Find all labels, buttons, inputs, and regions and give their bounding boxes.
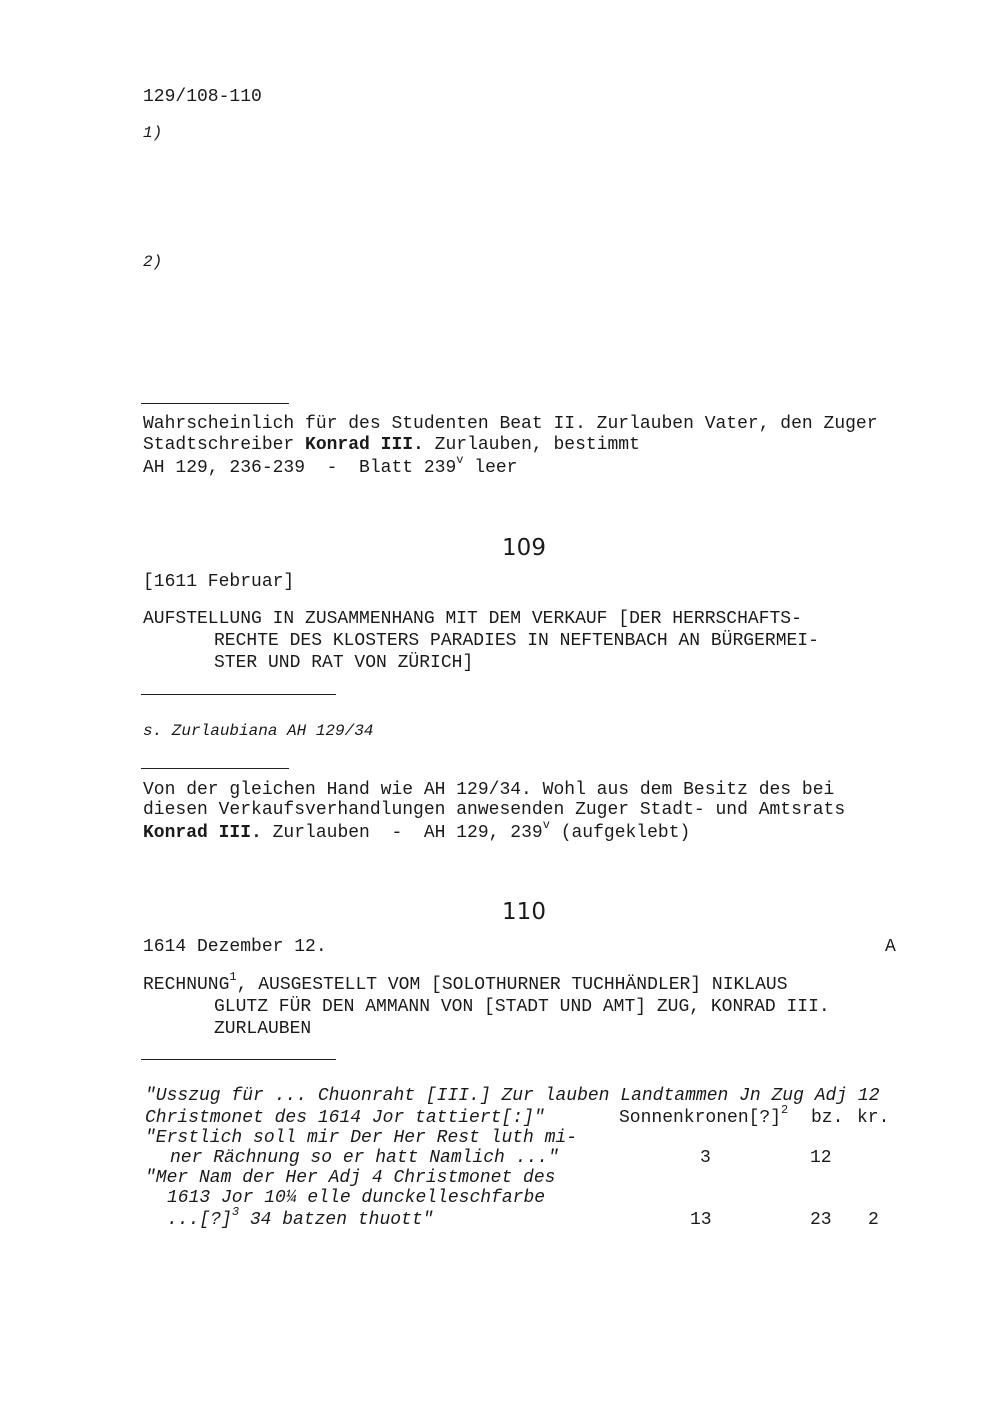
note-text: Zurlauben - AH 129, 239 <box>261 823 543 843</box>
title-text: RECHNUNG <box>143 975 230 995</box>
provenance-note-line <box>143 818 691 844</box>
row-text: ...[?] <box>167 1210 232 1230</box>
cross-reference: s. Zurlaubiana AH 129/34 <box>143 722 374 740</box>
document-date: [1611 Februar] <box>143 572 295 592</box>
verso-mark: v <box>542 818 550 832</box>
provenance-note-line: diesen Verkaufsverhandlungen anwesenden Zuger Stadt- und Amtsrats <box>143 800 846 820</box>
row-text: 34 batzen thuott" <box>239 1210 434 1230</box>
note-text: Stadtschreiber <box>143 435 306 455</box>
note-text: Zurlauben, bestimmt <box>423 435 640 455</box>
document-title-line: ZURLAUBEN <box>214 1019 312 1039</box>
archive-reference-line <box>143 453 518 479</box>
person-name: Konrad III. <box>305 435 424 455</box>
provenance-note-line <box>143 434 640 456</box>
section-divider <box>141 1059 336 1060</box>
document-date: 1614 Dezember 12. <box>143 937 327 957</box>
provenance-note-line: Wahrscheinlich für des Studenten Beat II. Zurlauben Vater, den Zuger <box>143 414 878 434</box>
footnote-ref: 3 <box>231 1205 240 1219</box>
cell-kronen: 3 <box>700 1148 711 1168</box>
footnote-marker-2: 2) <box>143 253 163 271</box>
cell-bz: 12 <box>810 1148 832 1168</box>
person-name: Konrad III. <box>143 823 262 843</box>
note-text: (aufgeklebt) <box>549 823 691 843</box>
document-number-109: 109 <box>502 535 546 561</box>
column-header-bz: bz. <box>811 1108 844 1128</box>
document-title-line: STER UND RAT VON ZÜRICH] <box>214 653 474 673</box>
section-divider <box>141 768 289 769</box>
account-row-text: 1613 Jor 10¼ elle dunckelleschfarbe <box>167 1188 546 1208</box>
footnote-ref: 2 <box>781 1103 789 1117</box>
section-divider <box>141 694 336 695</box>
verso-mark: v <box>456 453 464 467</box>
title-text: , AUSGESTELLT VOM [SOLOTHURNER TUCHHÄNDLER] NIKLAUS <box>236 975 788 995</box>
column-header-text: Sonnenkronen[?] <box>619 1108 782 1128</box>
column-header-kronen <box>619 1103 789 1129</box>
document-title-line <box>143 970 788 996</box>
document-number-110: 110 <box>502 899 546 925</box>
archive-reference: AH 129, 236-239 - Blatt 239 <box>143 458 457 478</box>
document-title-line: AUFSTELLUNG IN ZUSAMMENHANG MIT DEM VERKAUF [DER HERRSCHAFTS- <box>143 609 802 629</box>
section-divider <box>141 403 289 404</box>
document-reference: 129/108-110 <box>143 87 262 107</box>
footnote-ref: 1 <box>229 970 237 984</box>
note-text: leer <box>463 458 518 478</box>
account-row-text: ner Rächnung so er hatt Namlich ..." <box>170 1148 559 1168</box>
account-row-text: "Mer Nam der Her Adj 4 Christmonet des <box>145 1168 556 1188</box>
account-row-text <box>167 1205 434 1231</box>
account-intro-line: "Usszug für ... Chuonraht [III.] Zur lauben Landtammen Jn Zug Adj 12 <box>145 1086 880 1106</box>
column-header-kr: kr. <box>857 1108 890 1128</box>
cell-kr: 2 <box>868 1210 879 1230</box>
document-title-line: RECHTE DES KLOSTERS PARADIES IN NEFTENBACH AN BÜRGERMEI- <box>214 631 819 651</box>
cell-bz: 23 <box>810 1210 832 1230</box>
document-title-line: GLUTZ FÜR DEN AMMANN VON [STADT UND AMT] ZUG, KONRAD III. <box>214 997 830 1017</box>
footnote-marker-1: 1) <box>143 124 163 142</box>
cell-kronen: 13 <box>690 1210 712 1230</box>
account-intro-line: Christmonet des 1614 Jor tattiert[:]" <box>145 1108 545 1128</box>
account-row-text: "Erstlich soll mir Der Her Rest luth mi- <box>145 1128 578 1148</box>
provenance-note-line: Von der gleichen Hand wie AH 129/34. Wohl aus dem Besitz des bei <box>143 780 835 800</box>
version-marker: A <box>885 937 896 957</box>
